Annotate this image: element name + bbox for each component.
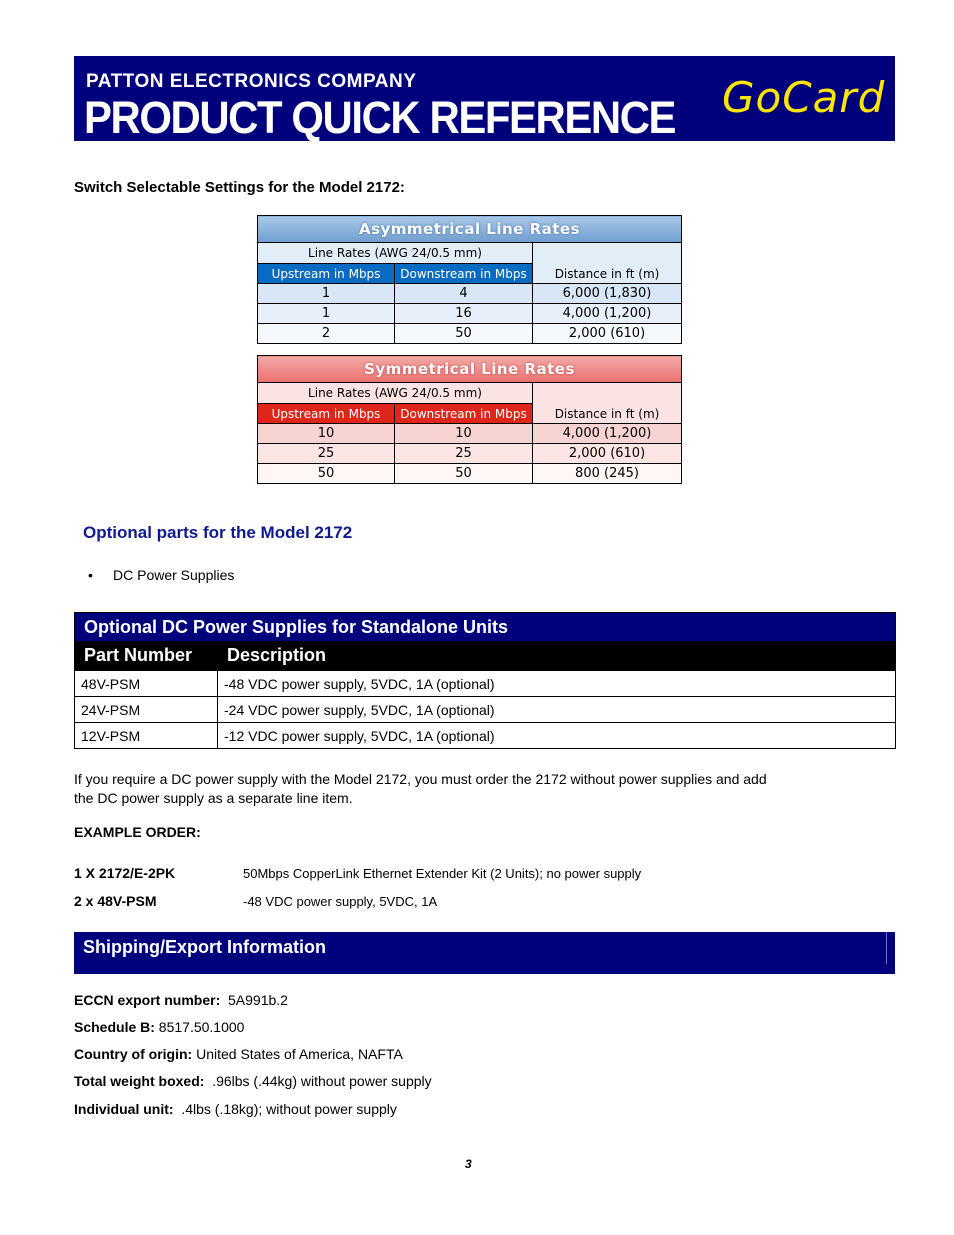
distance-header: Distance in ft (m)	[533, 243, 682, 284]
description-header: Description	[218, 641, 896, 671]
page-title: PRODUCT QUICK REFERENCE	[84, 92, 676, 143]
schedule-label: Schedule B:	[74, 1019, 155, 1035]
table-row	[258, 464, 682, 484]
unit-value: .4lbs (.18kg); without power supply	[181, 1101, 397, 1117]
eccn-label: ECCN export number:	[74, 992, 221, 1008]
table-row	[75, 671, 896, 697]
header-banner	[74, 56, 895, 141]
eccn-value: 5A991b.2	[228, 992, 288, 1008]
order-qty: 2 x 48V-PSM	[74, 893, 157, 909]
optional-parts-heading: Optional parts for the Model 2172	[83, 523, 353, 542]
origin-line	[74, 1045, 403, 1064]
description-cell: -48 VDC power supply, 5VDC, 1A (optional)	[218, 671, 896, 697]
part-number-cell: 48V-PSM	[75, 671, 218, 697]
table-row	[75, 723, 896, 749]
gocard-logo: GoCard	[722, 73, 886, 122]
note-line-1: If you require a DC power supply with the Model 2172, you must order the 2172 without power supplies and add	[74, 771, 767, 787]
switch-settings-heading: Switch Selectable Settings for the Model 2172:	[74, 179, 405, 196]
symmetrical-rates-table	[257, 355, 682, 484]
description-cell: -12 VDC power supply, 5VDC, 1A (optional)	[218, 723, 896, 749]
company-name: PATTON ELECTRONICS COMPANY	[86, 71, 417, 92]
upstream-cell: 2	[258, 324, 395, 344]
upstream-header: Upstream in Mbps	[258, 404, 395, 424]
table-title: Symmetrical Line Rates	[258, 356, 682, 383]
order-desc: 50Mbps CopperLink Ethernet Extender Kit (2 Units); no power supply	[243, 866, 642, 881]
bullet-icon: •	[88, 567, 93, 583]
power-supplies-table	[74, 612, 896, 749]
upstream-cell: 1	[258, 304, 395, 324]
weight-value: .96lbs (.44kg) without power supply	[212, 1073, 432, 1089]
distance-header: Distance in ft (m)	[533, 383, 682, 424]
weight-line	[74, 1072, 432, 1091]
example-order-heading: EXAMPLE ORDER:	[74, 824, 201, 840]
downstream-cell: 50	[395, 324, 533, 344]
upstream-header: Upstream in Mbps	[258, 264, 395, 284]
table-subheading: Line Rates (AWG 24/0.5 mm)	[258, 383, 533, 404]
shipping-heading: Shipping/Export Information	[83, 937, 326, 957]
distance-cell: 2,000 (610)	[533, 324, 682, 344]
table-title: Asymmetrical Line Rates	[258, 216, 682, 243]
table-subheading: Line Rates (AWG 24/0.5 mm)	[258, 243, 533, 264]
part-number-cell: 24V-PSM	[75, 697, 218, 723]
part-number-cell: 12V-PSM	[75, 723, 218, 749]
divider	[886, 932, 887, 964]
upstream-cell: 50	[258, 464, 395, 484]
eccn-line	[74, 991, 288, 1010]
description-cell: -24 VDC power supply, 5VDC, 1A (optional)	[218, 697, 896, 723]
distance-cell: 800 (245)	[533, 464, 682, 484]
asymmetrical-rates-table	[257, 215, 682, 344]
downstream-cell: 4	[395, 284, 533, 304]
origin-label: Country of origin:	[74, 1046, 193, 1062]
table-row	[258, 324, 682, 344]
table-row	[258, 444, 682, 464]
order-qty: 1 X 2172/E-2PK	[74, 865, 176, 881]
distance-cell: 6,000 (1,830)	[533, 284, 682, 304]
table-row	[258, 304, 682, 324]
distance-cell: 2,000 (610)	[533, 444, 682, 464]
table-row	[258, 424, 682, 444]
note-line-2: the DC power supply as a separate line item.	[74, 790, 353, 806]
downstream-cell: 50	[395, 464, 533, 484]
origin-value: United States of America, NAFTA	[196, 1046, 403, 1062]
distance-cell: 4,000 (1,200)	[533, 304, 682, 324]
unit-line	[74, 1100, 397, 1119]
upstream-cell: 25	[258, 444, 395, 464]
downstream-cell: 25	[395, 444, 533, 464]
list-item: DC Power Supplies	[113, 567, 235, 583]
part-number-header: Part Number	[75, 641, 218, 671]
upstream-cell: 1	[258, 284, 395, 304]
unit-label: Individual unit:	[74, 1101, 174, 1117]
distance-cell: 4,000 (1,200)	[533, 424, 682, 444]
downstream-header: Downstream in Mbps	[395, 264, 533, 284]
downstream-cell: 16	[395, 304, 533, 324]
page-number: 3	[465, 1157, 472, 1171]
weight-label: Total weight boxed:	[74, 1073, 205, 1089]
shipping-header-bar	[74, 932, 895, 974]
table-row	[75, 697, 896, 723]
order-desc: -48 VDC power supply, 5VDC, 1A	[243, 894, 438, 909]
table-title: Optional DC Power Supplies for Standalone Units	[75, 613, 896, 642]
schedule-line	[74, 1018, 244, 1037]
schedule-value: 8517.50.1000	[158, 1019, 245, 1035]
downstream-cell: 10	[395, 424, 533, 444]
downstream-header: Downstream in Mbps	[395, 404, 533, 424]
table-row	[258, 284, 682, 304]
upstream-cell: 10	[258, 424, 395, 444]
